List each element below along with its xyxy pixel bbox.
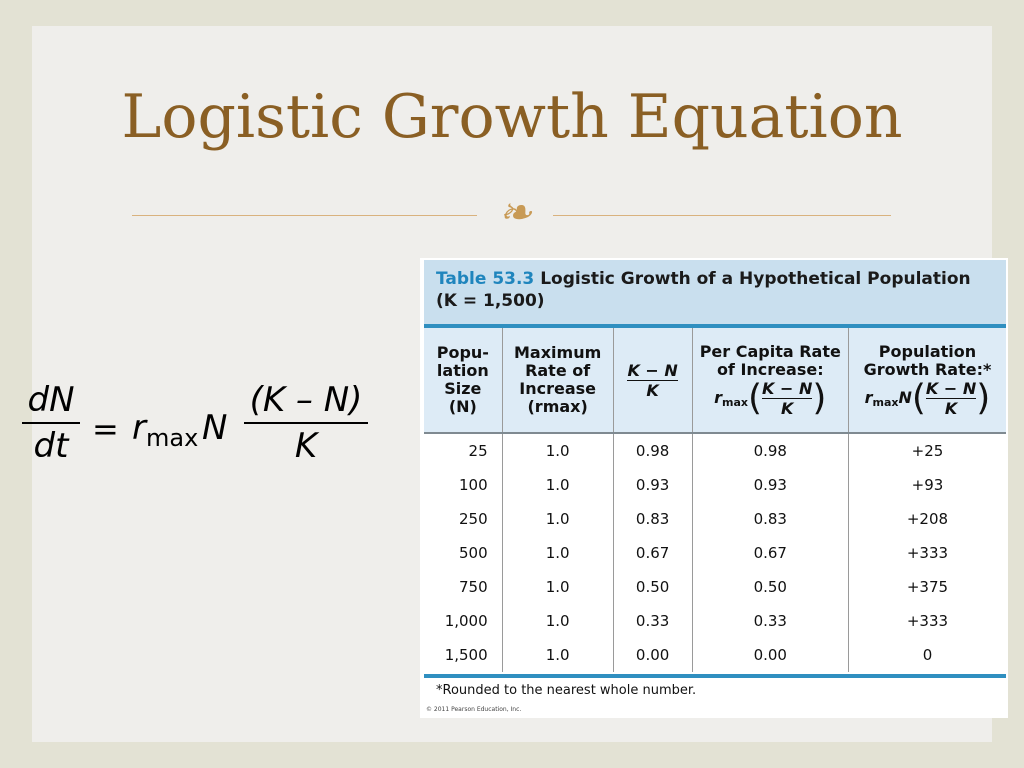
formula-lhs-denominator: dt [33, 426, 69, 466]
table-row [424, 502, 1006, 536]
paren-right: ) [812, 377, 827, 418]
paren-left: ( [911, 377, 926, 418]
table-cell: 0.50 [613, 570, 692, 604]
table-caption [436, 268, 971, 312]
header-n-symbol: N [898, 387, 912, 407]
header-per-capita-rate [692, 328, 848, 433]
formula-rhs-bar [244, 422, 368, 424]
formula-equals: = [92, 410, 119, 448]
paren-right: ) [976, 377, 991, 418]
fraction-denominator: K [646, 380, 659, 400]
table-cell: +93 [911, 476, 944, 494]
header-fraction [926, 379, 976, 418]
data-table [424, 328, 1006, 672]
table-cell: 100 [424, 468, 502, 502]
table-cell: 25 [424, 433, 502, 468]
table-cell: 1.0 [502, 502, 613, 536]
table-cell: 1.0 [502, 570, 613, 604]
table-cell: 1,000 [424, 604, 502, 638]
table-cell: 0.98 [613, 433, 692, 468]
header-text: lation [436, 361, 489, 380]
formula-r: r [132, 408, 146, 448]
table-cell: 750 [424, 570, 502, 604]
header-text: Growth Rate:* [863, 359, 992, 379]
header-r-symbol: r [864, 387, 873, 407]
fraction-numerator: K − N [627, 360, 678, 380]
header-r-subscript: max [722, 395, 748, 409]
formula-rhs-fraction [244, 380, 368, 466]
table-row [424, 604, 1006, 638]
table-cell: +375 [906, 578, 949, 596]
table-cell: 0.33 [613, 604, 692, 638]
header-k-minus-n [613, 328, 692, 433]
table-caption-bar [424, 260, 1006, 328]
table-cell: 0.33 [692, 604, 848, 638]
table-footnote [424, 674, 1006, 706]
header-text: (N) [448, 397, 477, 416]
fraction-denominator: K [944, 398, 958, 418]
header-text: Population [878, 341, 977, 361]
table-cell: 1.0 [502, 468, 613, 502]
header-fraction [762, 379, 812, 418]
header-text: Increase [519, 379, 597, 398]
header-text: Popu- [436, 343, 489, 362]
table-cell: 0 [922, 646, 933, 664]
logistic-growth-table [420, 258, 1008, 718]
table-cell: 0.67 [692, 536, 848, 570]
header-population-growth-rate [848, 328, 1006, 433]
fleuron-icon: ❧ [498, 190, 532, 236]
table-cell: 1.0 [502, 433, 613, 468]
table-cell: 0.00 [692, 638, 848, 672]
header-fraction [627, 361, 677, 400]
table-cell: 250 [424, 502, 502, 536]
table-row [424, 468, 1006, 502]
header-text: Size [444, 379, 482, 398]
table-number: Table 53.3 [436, 269, 535, 289]
table-row [424, 570, 1006, 604]
header-row [424, 328, 1006, 433]
table-cell: 1.0 [502, 536, 613, 570]
formula-lhs-bar [22, 422, 80, 424]
header-text: of Increase: [716, 359, 824, 379]
formula-lhs-fraction [22, 380, 80, 466]
slide-title: Logistic Growth Equation [121, 82, 903, 152]
table-cell: 500 [424, 536, 502, 570]
paren-left: ( [747, 377, 763, 418]
copyright-notice: © 2011 Pearson Education, Inc. [426, 706, 522, 713]
table-cell: +333 [906, 544, 949, 562]
header-text: Rate of [525, 361, 591, 380]
table-cell: 0.00 [613, 638, 692, 672]
fraction-numerator: K − N [925, 378, 977, 398]
header-r-subscript: max [872, 395, 899, 409]
table-cell: 0.93 [613, 468, 692, 502]
table-cell: 0.83 [613, 502, 692, 536]
table-title: Logistic Growth of a Hypothetical Population [540, 269, 971, 289]
table-cell: 1.0 [502, 604, 613, 638]
table-body [424, 433, 1006, 672]
header-r-symbol: r [714, 387, 722, 407]
table-cell: +25 [911, 442, 944, 460]
formula-n: N [202, 408, 228, 448]
table-row [424, 433, 1006, 468]
formula-rhs-denominator: K [294, 426, 318, 466]
fraction-numerator: K − N [762, 378, 813, 398]
header-text: Per Capita Rate [699, 341, 841, 361]
header-text: Maximum [514, 343, 602, 362]
table-row [424, 638, 1006, 672]
header-max-rate [502, 328, 613, 433]
table-cell: 0.83 [692, 502, 848, 536]
formula-lhs-numerator: dN [27, 380, 75, 420]
table-cell: +208 [906, 510, 949, 528]
table-cell: +333 [906, 612, 949, 630]
table-cell: 0.98 [692, 433, 848, 468]
fraction-denominator: K [781, 398, 794, 418]
formula-r-subscript: max [146, 424, 199, 452]
table-cell: 1.0 [502, 638, 613, 672]
footnote-text: *Rounded to the nearest whole number. [436, 683, 697, 698]
table-subtitle: (K = 1,500) [436, 291, 545, 311]
table-cell: 1,500 [424, 638, 502, 672]
formula-rhs-numerator: (K – N) [249, 380, 363, 420]
table-cell: 0.93 [692, 468, 848, 502]
header-text: (rmax) [527, 397, 588, 416]
table-cell: 0.67 [613, 536, 692, 570]
divider-right [553, 215, 891, 216]
divider-left [132, 215, 477, 216]
table-row [424, 536, 1006, 570]
table-cell: 0.50 [692, 570, 848, 604]
header-population-size [424, 328, 502, 433]
